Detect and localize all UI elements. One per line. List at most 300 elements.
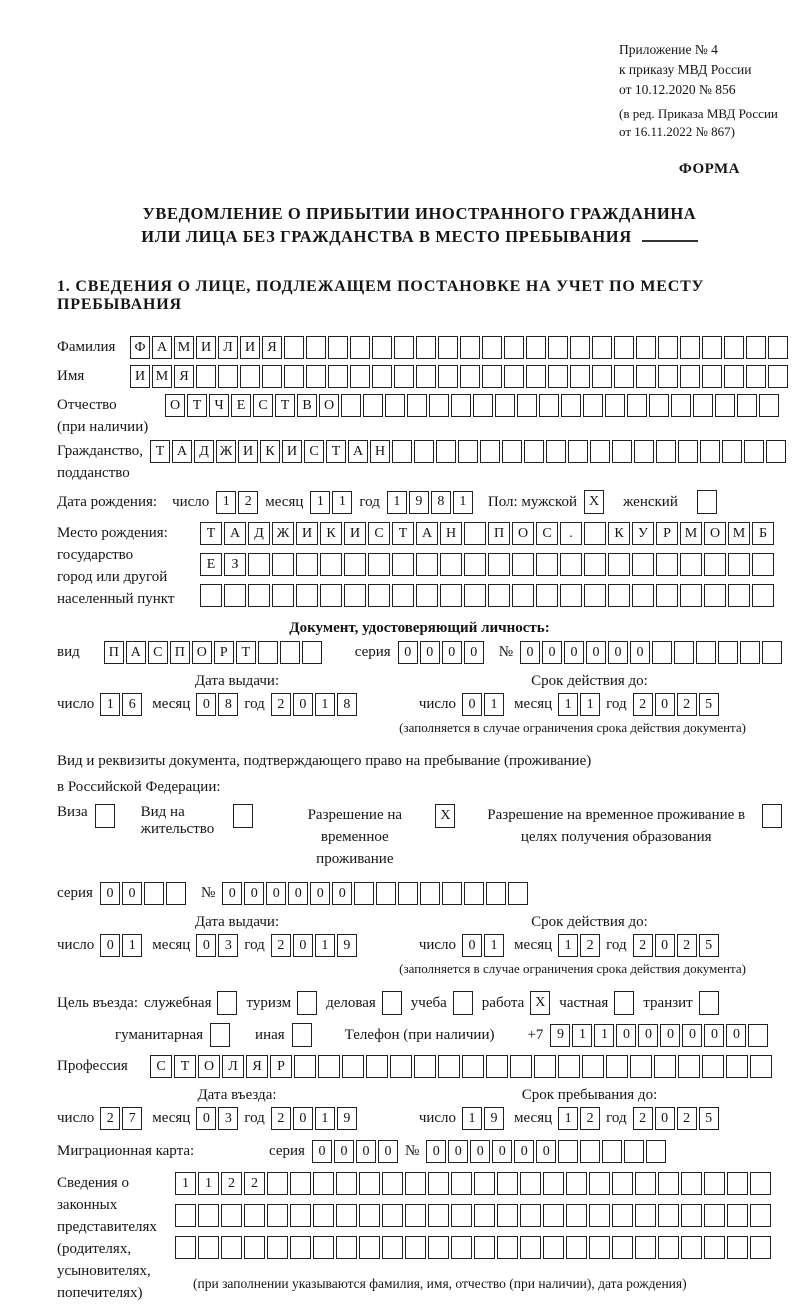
char-cell[interactable] (635, 1204, 656, 1227)
char-cell[interactable]: 1 (558, 1107, 578, 1130)
char-cell[interactable] (589, 1172, 610, 1195)
char-cell[interactable] (429, 394, 449, 417)
study-checkbox[interactable] (453, 991, 473, 1015)
char-cell[interactable] (722, 440, 742, 463)
char-cell[interactable] (504, 336, 524, 359)
char-cell[interactable] (681, 1236, 702, 1259)
char-cell[interactable] (328, 336, 348, 359)
char-cell[interactable]: 1 (315, 693, 335, 716)
char-cell[interactable] (727, 1236, 748, 1259)
char-cell[interactable]: А (126, 641, 146, 664)
char-cell[interactable] (768, 336, 788, 359)
char-cell[interactable]: Н (370, 440, 390, 463)
char-cell[interactable] (526, 365, 546, 388)
char-cell[interactable] (752, 584, 774, 607)
char-cell[interactable] (632, 584, 654, 607)
char-cell[interactable] (744, 440, 764, 463)
char-cell[interactable] (504, 365, 524, 388)
char-cell[interactable] (428, 1236, 449, 1259)
tourism-checkbox[interactable] (297, 991, 317, 1015)
char-cell[interactable] (398, 882, 418, 905)
char-cell[interactable] (704, 1204, 725, 1227)
char-cell[interactable]: М (152, 365, 172, 388)
char-cell[interactable] (284, 336, 304, 359)
char-cell[interactable]: 1 (315, 934, 335, 957)
char-cell[interactable] (284, 365, 304, 388)
char-cell[interactable]: 0 (655, 1107, 675, 1130)
char-cell[interactable]: Ж (272, 522, 294, 545)
char-cell[interactable] (221, 1236, 242, 1259)
char-cell[interactable] (727, 1204, 748, 1227)
char-cell[interactable] (320, 584, 342, 607)
char-cell[interactable]: 0 (660, 1024, 680, 1047)
char-cell[interactable]: А (348, 440, 368, 463)
char-cell[interactable]: Л (218, 336, 238, 359)
char-cell[interactable] (589, 1236, 610, 1259)
char-cell[interactable]: А (172, 440, 192, 463)
char-cell[interactable] (280, 641, 300, 664)
char-cell[interactable] (602, 1140, 622, 1163)
char-cell[interactable]: 0 (470, 1140, 490, 1163)
char-cell[interactable]: 1 (310, 491, 330, 514)
char-cell[interactable] (724, 365, 744, 388)
char-cell[interactable] (382, 1172, 403, 1195)
char-cell[interactable]: 2 (633, 693, 653, 716)
char-cell[interactable] (394, 365, 414, 388)
char-cell[interactable] (267, 1172, 288, 1195)
char-cell[interactable] (464, 522, 486, 545)
char-cell[interactable]: О (198, 1055, 220, 1078)
char-cell[interactable] (244, 1204, 265, 1227)
char-cell[interactable] (746, 365, 766, 388)
char-cell[interactable] (546, 440, 566, 463)
char-cell[interactable]: 0 (398, 641, 418, 664)
char-cell[interactable]: 1 (198, 1172, 219, 1195)
char-cell[interactable] (512, 553, 534, 576)
char-cell[interactable]: 2 (238, 491, 258, 514)
char-cell[interactable] (320, 553, 342, 576)
char-cell[interactable] (488, 553, 510, 576)
char-cell[interactable] (584, 553, 606, 576)
char-cell[interactable] (658, 1236, 679, 1259)
char-cell[interactable] (416, 336, 436, 359)
char-cell[interactable] (262, 365, 282, 388)
char-cell[interactable]: Р (656, 522, 678, 545)
char-cell[interactable] (728, 584, 750, 607)
char-cell[interactable] (680, 336, 700, 359)
char-cell[interactable]: 1 (594, 1024, 614, 1047)
char-cell[interactable] (366, 1055, 388, 1078)
char-cell[interactable] (570, 336, 590, 359)
char-cell[interactable] (414, 1055, 436, 1078)
char-cell[interactable] (464, 882, 484, 905)
char-cell[interactable]: 0 (293, 1107, 313, 1130)
char-cell[interactable] (198, 1236, 219, 1259)
char-cell[interactable]: 1 (100, 693, 120, 716)
char-cell[interactable]: 0 (332, 882, 352, 905)
char-cell[interactable] (696, 641, 716, 664)
char-cell[interactable] (382, 1236, 403, 1259)
char-cell[interactable]: 1 (558, 693, 578, 716)
char-cell[interactable] (636, 365, 656, 388)
char-cell[interactable] (306, 336, 326, 359)
char-cell[interactable]: Е (200, 553, 222, 576)
char-cell[interactable]: Р (214, 641, 234, 664)
char-cell[interactable]: Б (752, 522, 774, 545)
char-cell[interactable]: 0 (638, 1024, 658, 1047)
char-cell[interactable] (416, 365, 436, 388)
char-cell[interactable] (608, 553, 630, 576)
char-cell[interactable]: 6 (122, 693, 142, 716)
char-cell[interactable]: Н (440, 522, 462, 545)
char-cell[interactable]: 1 (453, 491, 473, 514)
char-cell[interactable]: 0 (616, 1024, 636, 1047)
char-cell[interactable]: 2 (677, 1107, 697, 1130)
char-cell[interactable]: 0 (356, 1140, 376, 1163)
char-cell[interactable]: О (165, 394, 185, 417)
char-cell[interactable] (524, 440, 544, 463)
char-cell[interactable] (473, 394, 493, 417)
business-checkbox[interactable] (382, 991, 402, 1015)
char-cell[interactable]: С (148, 641, 168, 664)
char-cell[interactable] (674, 641, 694, 664)
char-cell[interactable]: 9 (409, 491, 429, 514)
char-cell[interactable]: 0 (222, 882, 242, 905)
char-cell[interactable]: 2 (633, 934, 653, 957)
char-cell[interactable] (342, 1055, 364, 1078)
char-cell[interactable] (200, 584, 222, 607)
char-cell[interactable] (495, 394, 515, 417)
char-cell[interactable]: Ф (130, 336, 150, 359)
char-cell[interactable]: Р (270, 1055, 292, 1078)
char-cell[interactable]: М (680, 522, 702, 545)
char-cell[interactable] (536, 553, 558, 576)
char-cell[interactable]: 0 (464, 641, 484, 664)
char-cell[interactable]: И (240, 336, 260, 359)
char-cell[interactable] (451, 394, 471, 417)
char-cell[interactable] (702, 336, 722, 359)
char-cell[interactable] (474, 1172, 495, 1195)
char-cell[interactable] (474, 1204, 495, 1227)
char-cell[interactable]: О (704, 522, 726, 545)
char-cell[interactable]: 3 (218, 934, 238, 957)
char-cell[interactable]: 9 (484, 1107, 504, 1130)
char-cell[interactable] (359, 1204, 380, 1227)
char-cell[interactable] (584, 522, 606, 545)
char-cell[interactable] (438, 365, 458, 388)
char-cell[interactable] (313, 1236, 334, 1259)
char-cell[interactable]: К (608, 522, 630, 545)
char-cell[interactable]: 0 (426, 1140, 446, 1163)
private-checkbox[interactable] (614, 991, 634, 1015)
char-cell[interactable]: Д (248, 522, 270, 545)
char-cell[interactable] (302, 641, 322, 664)
char-cell[interactable]: 2 (244, 1172, 265, 1195)
char-cell[interactable] (392, 440, 412, 463)
char-cell[interactable] (248, 584, 270, 607)
char-cell[interactable]: 1 (216, 491, 236, 514)
char-cell[interactable] (486, 1055, 508, 1078)
char-cell[interactable]: С (304, 440, 324, 463)
transit-checkbox[interactable] (699, 991, 719, 1015)
char-cell[interactable] (750, 1204, 771, 1227)
char-cell[interactable]: С (536, 522, 558, 545)
char-cell[interactable] (359, 1172, 380, 1195)
char-cell[interactable]: 0 (420, 641, 440, 664)
char-cell[interactable] (681, 1172, 702, 1195)
char-cell[interactable] (382, 1204, 403, 1227)
char-cell[interactable] (416, 553, 438, 576)
char-cell[interactable]: М (728, 522, 750, 545)
char-cell[interactable] (543, 1236, 564, 1259)
char-cell[interactable]: 0 (442, 641, 462, 664)
char-cell[interactable] (451, 1204, 472, 1227)
char-cell[interactable] (442, 882, 462, 905)
char-cell[interactable]: Т (236, 641, 256, 664)
char-cell[interactable] (486, 882, 506, 905)
char-cell[interactable] (724, 336, 744, 359)
char-cell[interactable]: Я (174, 365, 194, 388)
char-cell[interactable]: Ч (209, 394, 229, 417)
char-cell[interactable]: 1 (315, 1107, 335, 1130)
char-cell[interactable] (240, 365, 260, 388)
char-cell[interactable] (590, 440, 610, 463)
char-cell[interactable] (464, 553, 486, 576)
char-cell[interactable] (582, 1055, 604, 1078)
char-cell[interactable] (344, 553, 366, 576)
char-cell[interactable]: 0 (520, 641, 540, 664)
char-cell[interactable]: 8 (337, 693, 357, 716)
char-cell[interactable]: 0 (378, 1140, 398, 1163)
char-cell[interactable]: 0 (514, 1140, 534, 1163)
char-cell[interactable]: 1 (572, 1024, 592, 1047)
char-cell[interactable] (589, 1204, 610, 1227)
char-cell[interactable] (543, 1172, 564, 1195)
char-cell[interactable]: Т (275, 394, 295, 417)
char-cell[interactable] (294, 1055, 316, 1078)
char-cell[interactable] (336, 1172, 357, 1195)
char-cell[interactable]: 2 (633, 1107, 653, 1130)
char-cell[interactable] (354, 882, 374, 905)
char-cell[interactable] (428, 1172, 449, 1195)
char-cell[interactable] (630, 1055, 652, 1078)
char-cell[interactable] (497, 1204, 518, 1227)
char-cell[interactable] (416, 584, 438, 607)
char-cell[interactable]: 0 (196, 934, 216, 957)
char-cell[interactable] (649, 394, 669, 417)
char-cell[interactable] (759, 394, 779, 417)
char-cell[interactable] (428, 1204, 449, 1227)
char-cell[interactable] (175, 1236, 196, 1259)
char-cell[interactable] (407, 394, 427, 417)
char-cell[interactable] (296, 584, 318, 607)
char-cell[interactable] (612, 1236, 633, 1259)
char-cell[interactable] (144, 882, 164, 905)
char-cell[interactable] (737, 394, 757, 417)
char-cell[interactable] (566, 1236, 587, 1259)
char-cell[interactable]: И (282, 440, 302, 463)
char-cell[interactable]: 2 (677, 934, 697, 957)
char-cell[interactable] (536, 584, 558, 607)
char-cell[interactable] (635, 1236, 656, 1259)
char-cell[interactable] (566, 1172, 587, 1195)
char-cell[interactable] (656, 440, 676, 463)
char-cell[interactable]: 0 (448, 1140, 468, 1163)
char-cell[interactable] (363, 394, 383, 417)
char-cell[interactable]: 0 (293, 693, 313, 716)
char-cell[interactable] (612, 440, 632, 463)
char-cell[interactable] (680, 584, 702, 607)
char-cell[interactable] (704, 1172, 725, 1195)
char-cell[interactable] (414, 440, 434, 463)
char-cell[interactable]: 2 (271, 1107, 291, 1130)
char-cell[interactable]: 0 (630, 641, 650, 664)
char-cell[interactable]: 8 (218, 693, 238, 716)
char-cell[interactable]: 0 (100, 882, 120, 905)
char-cell[interactable]: С (150, 1055, 172, 1078)
char-cell[interactable] (296, 553, 318, 576)
char-cell[interactable]: О (192, 641, 212, 664)
char-cell[interactable]: . (560, 522, 582, 545)
char-cell[interactable] (368, 584, 390, 607)
char-cell[interactable] (678, 440, 698, 463)
char-cell[interactable]: П (104, 641, 124, 664)
char-cell[interactable] (272, 584, 294, 607)
char-cell[interactable] (766, 440, 786, 463)
char-cell[interactable]: 3 (218, 1107, 238, 1130)
char-cell[interactable] (658, 1204, 679, 1227)
char-cell[interactable] (678, 1055, 700, 1078)
char-cell[interactable] (420, 882, 440, 905)
char-cell[interactable]: 0 (564, 641, 584, 664)
char-cell[interactable] (458, 440, 478, 463)
char-cell[interactable] (350, 336, 370, 359)
char-cell[interactable] (539, 394, 559, 417)
char-cell[interactable]: 0 (704, 1024, 724, 1047)
char-cell[interactable]: Т (392, 522, 414, 545)
char-cell[interactable]: И (130, 365, 150, 388)
char-cell[interactable] (727, 1172, 748, 1195)
char-cell[interactable] (440, 584, 462, 607)
other-checkbox[interactable] (292, 1023, 312, 1047)
char-cell[interactable] (436, 440, 456, 463)
char-cell[interactable]: 1 (462, 1107, 482, 1130)
char-cell[interactable] (580, 1140, 600, 1163)
char-cell[interactable] (392, 553, 414, 576)
char-cell[interactable] (290, 1172, 311, 1195)
char-cell[interactable] (740, 641, 760, 664)
char-cell[interactable]: 1 (387, 491, 407, 514)
char-cell[interactable] (715, 394, 735, 417)
char-cell[interactable] (746, 336, 766, 359)
char-cell[interactable] (510, 1055, 532, 1078)
char-cell[interactable] (614, 336, 634, 359)
char-cell[interactable] (462, 1055, 484, 1078)
char-cell[interactable]: Т (150, 440, 170, 463)
char-cell[interactable] (570, 365, 590, 388)
char-cell[interactable]: 0 (293, 934, 313, 957)
char-cell[interactable] (558, 1140, 578, 1163)
char-cell[interactable] (460, 365, 480, 388)
char-cell[interactable]: 0 (608, 641, 628, 664)
char-cell[interactable] (680, 365, 700, 388)
char-cell[interactable]: И (196, 336, 216, 359)
char-cell[interactable]: А (416, 522, 438, 545)
char-cell[interactable]: 0 (100, 934, 120, 957)
char-cell[interactable] (534, 1055, 556, 1078)
char-cell[interactable] (497, 1172, 518, 1195)
char-cell[interactable]: 0 (655, 693, 675, 716)
char-cell[interactable] (584, 584, 606, 607)
char-cell[interactable] (693, 394, 713, 417)
char-cell[interactable]: О (512, 522, 534, 545)
char-cell[interactable]: 0 (244, 882, 264, 905)
char-cell[interactable] (558, 1055, 580, 1078)
char-cell[interactable]: О (319, 394, 339, 417)
char-cell[interactable]: 9 (550, 1024, 570, 1047)
char-cell[interactable] (313, 1204, 334, 1227)
char-cell[interactable] (488, 584, 510, 607)
char-cell[interactable] (482, 336, 502, 359)
char-cell[interactable] (728, 553, 750, 576)
char-cell[interactable] (376, 882, 396, 905)
char-cell[interactable] (290, 1236, 311, 1259)
char-cell[interactable] (502, 440, 522, 463)
char-cell[interactable] (497, 1236, 518, 1259)
char-cell[interactable]: П (488, 522, 510, 545)
work-checkbox[interactable]: X (530, 991, 550, 1015)
char-cell[interactable]: 2 (271, 693, 291, 716)
char-cell[interactable] (520, 1172, 541, 1195)
char-cell[interactable] (290, 1204, 311, 1227)
char-cell[interactable] (372, 365, 392, 388)
char-cell[interactable] (405, 1236, 426, 1259)
char-cell[interactable]: 0 (655, 934, 675, 957)
char-cell[interactable] (606, 1055, 628, 1078)
official-checkbox[interactable] (217, 991, 237, 1015)
char-cell[interactable] (762, 641, 782, 664)
residence-permit-checkbox[interactable] (233, 804, 253, 828)
char-cell[interactable] (440, 553, 462, 576)
char-cell[interactable]: 1 (122, 934, 142, 957)
char-cell[interactable]: 2 (271, 934, 291, 957)
char-cell[interactable]: Д (194, 440, 214, 463)
char-cell[interactable]: 0 (492, 1140, 512, 1163)
char-cell[interactable] (438, 1055, 460, 1078)
char-cell[interactable]: И (296, 522, 318, 545)
char-cell[interactable] (768, 365, 788, 388)
char-cell[interactable] (614, 365, 634, 388)
char-cell[interactable]: В (297, 394, 317, 417)
char-cell[interactable] (341, 394, 361, 417)
char-cell[interactable]: И (238, 440, 258, 463)
char-cell[interactable] (336, 1204, 357, 1227)
char-cell[interactable] (451, 1236, 472, 1259)
char-cell[interactable] (313, 1172, 334, 1195)
char-cell[interactable]: С (368, 522, 390, 545)
char-cell[interactable] (646, 1140, 666, 1163)
char-cell[interactable] (318, 1055, 340, 1078)
char-cell[interactable]: 8 (431, 491, 451, 514)
char-cell[interactable]: Я (262, 336, 282, 359)
char-cell[interactable] (267, 1204, 288, 1227)
humanitarian-checkbox[interactable] (210, 1023, 230, 1047)
char-cell[interactable]: П (170, 641, 190, 664)
char-cell[interactable] (612, 1204, 633, 1227)
char-cell[interactable] (702, 1055, 724, 1078)
char-cell[interactable] (624, 1140, 644, 1163)
char-cell[interactable]: 1 (332, 491, 352, 514)
